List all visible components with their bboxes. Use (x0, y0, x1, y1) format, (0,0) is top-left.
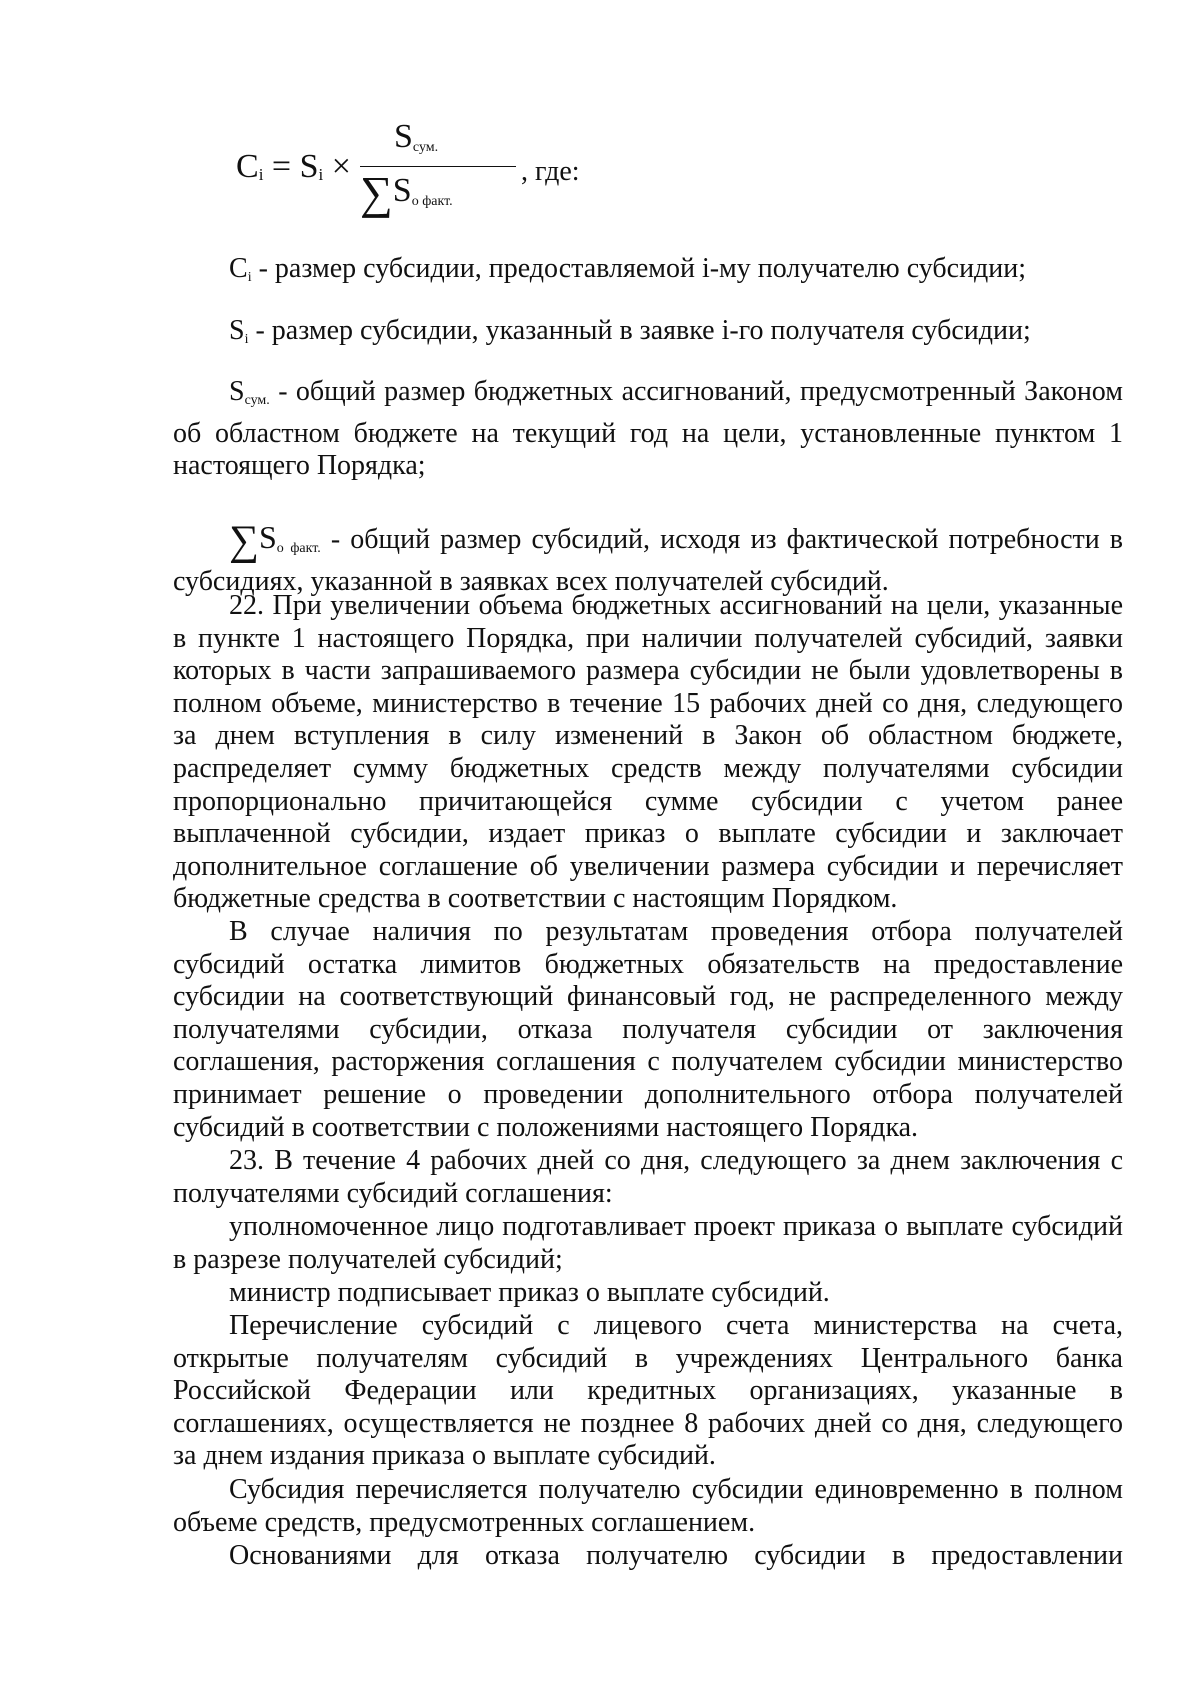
definition-sfact-symbol: S (258, 519, 277, 555)
sum-sigma: ∑ (360, 167, 393, 218)
definition-ci-symbol: C (229, 253, 248, 284)
definition-ssum-symbol: S (229, 376, 245, 407)
definition-sfact (173, 520, 1123, 598)
formula-ci-symbol: C (236, 148, 259, 185)
formula-where: , где: (521, 156, 580, 187)
paragraph-23-transfer: Перечисление субсидий с лицевого счета министерства на счета, открытые получателям субсидий в учреждениях Центрального банка Российской Федерации или кредитных организациях, указанные в соглашениях, осуществляется не позднее 8 рабочих дней со дня, следующего за днем издания приказа о выплате субсидий. (173, 1310, 1123, 1472)
paragraph-22: 22. При увеличении объема бюджетных ассигнований на цели, указанные в пункте 1 настоящего Порядка, при наличии получателей субсидий, заявки которых в части запрашиваемого размера субсидии не были удовлетворены в полном объеме, министерство в течение 15 рабочих дней со дня, следующего за днем вступления в силу изменений в Закон об областном бюджете, распределяет сумму бюджетных средств между получателями субсидии пропорционально причитающейся сумме субсидии с учетом ранее выплаченной субсидии, издает приказ о выплате субсидии и заключает дополнительное соглашение об увеличении размера субсидии и перечисляет бюджетные средства в соответствии с настоящим Порядком. (173, 590, 1123, 915)
definition-si-text: - размер субсидии, указанный в заявке i-го получателя субсидии; (248, 315, 1031, 346)
paragraph-23-refusal: Основаниями для отказа получателю субсидии в предоставлении (229, 1540, 1123, 1571)
definition-si-symbol: S (229, 315, 245, 346)
formula-ssum-symbol: S (394, 118, 413, 155)
formula-sfact-symbol: S (392, 171, 412, 209)
formula-equals: = (263, 148, 300, 185)
definition-ssum (173, 376, 1123, 483)
formula-times: × (323, 148, 360, 185)
subsidy-formula (236, 118, 756, 228)
paragraph-23-item-b: министр подписывает приказ о выплате субсидий. (229, 1277, 830, 1308)
paragraph-22-additional: В случае наличия по результатам проведения отбора получателей субсидий остатка лимитов бюджетных обязательств на предоставление субсидии на соответствующий финансовый год, не распределенного между получателями субсидии, отказа получателя субсидии от заключения соглашения, расторжения соглашения с получателем субсидии министерство принимает решение о проведении дополнительного отбора получателей субсидий в соответствии с положениями настоящего Порядка. (173, 916, 1123, 1143)
formula-si-symbol: S (299, 148, 319, 185)
formula-fraction (360, 118, 516, 218)
definition-si-subscript: i (244, 332, 249, 347)
definition-ci-text: - размер субсидии, предоставляемой i-му получателю субсидии; (251, 253, 1027, 284)
formula-numerator (394, 118, 438, 156)
formula-left-side (236, 148, 359, 186)
definition-ci (173, 253, 1123, 295)
definition-sfact-text: - общий размер субсидий, исходя из фактической потребности в субсидиях, указанной в заявках всех получателей субсидий. (173, 524, 1124, 597)
definition-sfact-subscript: о факт. (276, 541, 321, 556)
formula-sfact-subscript: о факт. (411, 193, 453, 209)
definition-ci-subscript: i (247, 270, 252, 285)
definition-ssum-text: - общий размер бюджетных ассигнований, предусмотренный Законом об областном бюджете на текущий год на цели, установленные пунктом 1 настоящего Порядка; (173, 376, 1123, 482)
formula-ssum-subscript: сум. (412, 140, 439, 155)
formula-ci-subscript: i (258, 165, 264, 184)
formula-denominator (360, 167, 453, 218)
definition-sum-sigma: ∑ (229, 518, 259, 564)
definition-ssum-subscript: сум. (244, 393, 270, 408)
paragraph-23: 23. В течение 4 рабочих дней со дня, следующего за днем заключения с получателями субсидий соглашения: (173, 1145, 1123, 1209)
paragraph-23-lump-sum: Субсидия перечисляется получателю субсидии единовременно в полном объеме средств, предусмотренных соглашением. (173, 1474, 1123, 1538)
formula-si-subscript: i (318, 165, 324, 184)
definition-si (173, 315, 1123, 357)
paragraph-23-item-a: уполномоченное лицо подготавливает проект приказа о выплате субсидий в разрезе получателей субсидий; (173, 1211, 1123, 1275)
